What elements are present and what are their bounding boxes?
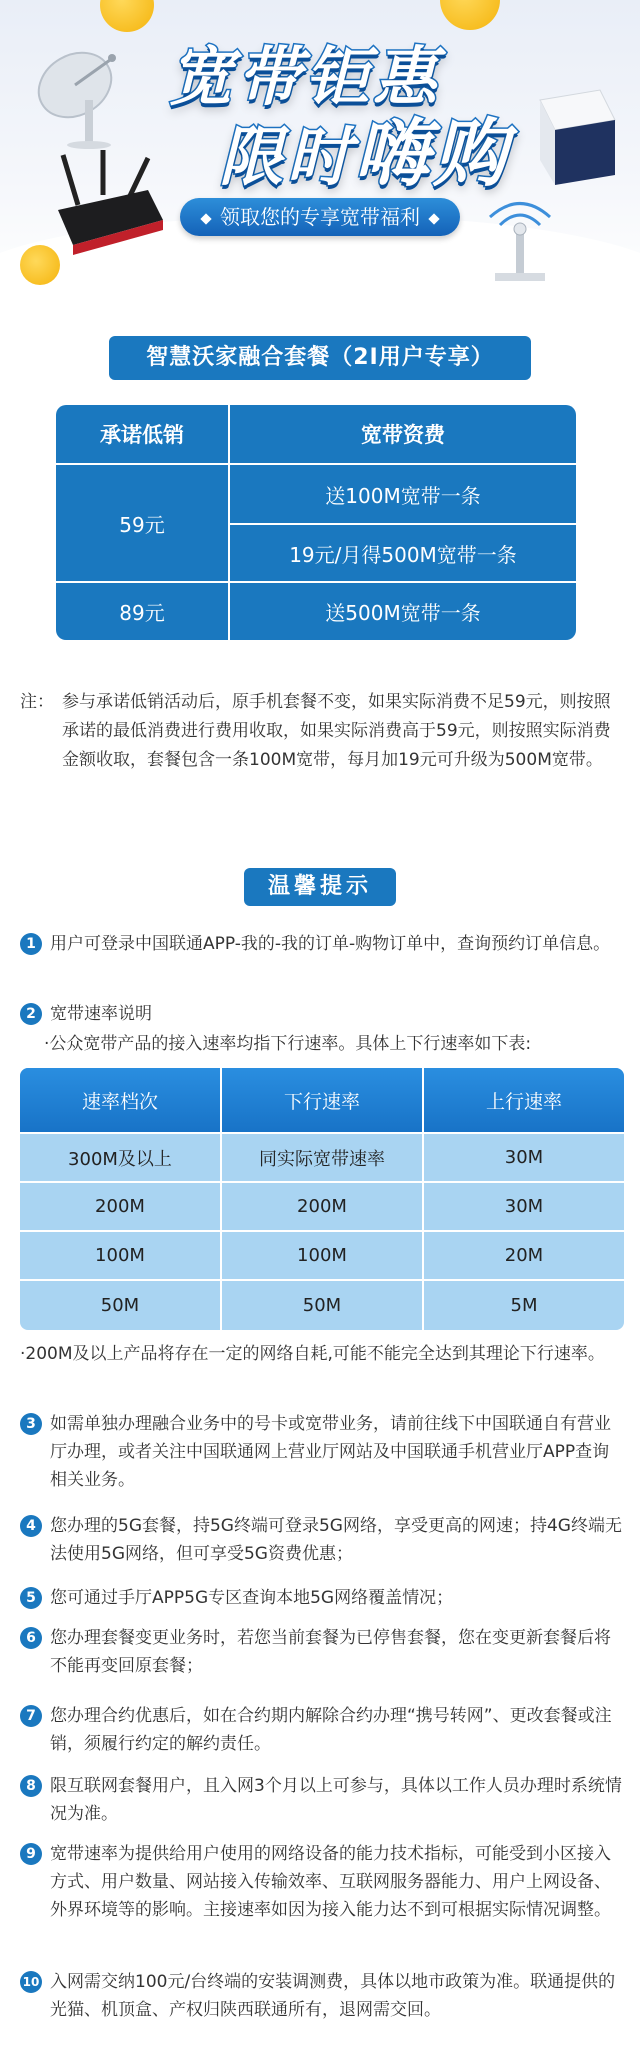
speed-cell: 20M [504,1245,544,1266]
hero-subtitle-pill [180,198,460,236]
tip-number-badge: 10 [20,1971,42,1993]
speed-cell: 30M [504,1196,544,1217]
tip-number-badge: 9 [20,1843,42,1865]
speed-header-tier: 速率档次 [81,1090,158,1113]
speed-cell: 300M及以上 [68,1148,172,1170]
tip-item [20,1624,624,1680]
tip-number-badge: 8 [20,1775,42,1797]
tip-number-badge: 3 [20,1413,42,1435]
tip-item [20,1772,624,1828]
package-option: 19元/月得500M宽带一条 [289,542,517,567]
tip-item [20,1968,624,2024]
tip-text: 您办理合约优惠后，如在合约期内解除合约办理“携号转网”、更改套餐或注销，须履行约定的解约责任。 [50,1706,612,1754]
tip-text: 宽带速率为提供给用户使用的网络设备的能力技术指标，可能受到小区接入方式、用户数量、网站接入传输效率、互联网服务器能力、用户上网设备、外界环境等的影响。主接速率如因为接入能力达不到可根据实际情况调整。 [50,1844,611,1920]
hero-title-line2 [90,111,640,197]
hero-title-line2-b: 嗨购 [355,111,511,197]
package-title: 智慧沃家融合套餐（2I用户专享） [109,336,531,380]
hero-subtitle: 领取您的专享宽带福利 [220,205,420,229]
tip-number-badge: 5 [20,1587,42,1609]
speed-table [20,1068,624,1330]
tip-text: 入网需交纳100元/台终端的安装调测费，具体以地市政策为准。联通提供的光猫、机顶盒、产权归陕西联通所有，退网需交回。 [50,1972,616,2020]
tip-number-badge: 1 [20,933,42,955]
hero-title [0,40,640,196]
tips-title: 温馨提示 [244,868,396,906]
tip-item [20,1840,624,1924]
sun-decoration-icon [100,0,154,32]
tip-text: 您办理套餐变更业务时，若您当前套餐为已停售套餐，您在变更新套餐后将不能再变回原套餐； [50,1628,611,1676]
tip-number-badge: 7 [20,1705,42,1727]
speed-cell: 100M [297,1245,347,1266]
package-table [56,405,576,640]
tip-item [20,1000,624,1028]
speed-intro: ·公众宽带产品的接入速率均指下行速率。具体上下行速率如下表: [44,1034,532,1054]
hero-banner [0,0,640,300]
tip-item [20,1702,624,1758]
wifi-tower-icon [470,195,570,285]
diamond-bullet-icon [428,213,439,224]
tip-text: 您可通过手厅APP5G专区查询本地5G网络覆盖情况； [50,1588,454,1608]
speed-cell: 50M [302,1295,342,1316]
package-header-fee: 宽带资费 [361,423,445,447]
hero-title-line2-a: 限时 [219,121,355,195]
speed-cell: 5M [510,1295,538,1316]
package-header-commit: 承诺低销 [100,423,184,447]
sun-decoration-icon [440,0,500,30]
package-price-89: 89元 [119,601,165,625]
tip-item [20,1410,624,1494]
tip-text: 用户可登录中国联通APP-我的-我的订单-购物订单中，查询预约订单信息。 [50,934,611,954]
tip-text: 限互联网套餐用户，且入网3个月以上可参与，具体以工作人员办理时系统情况为准。 [50,1776,622,1824]
package-option: 送500M宽带一条 [325,601,481,625]
speed-cell: 50M [100,1295,140,1316]
note-label: 注： [20,692,54,712]
tip-number-badge: 2 [20,1003,42,1025]
speed-cell: 200M [95,1196,145,1217]
note-text: 参与承诺低销活动后，原手机套餐不变，如果实际消费不足59元，则按照承诺的最低消费进行费用收取，如果实际消费高于59元，则按照实际消费金额收取，套餐包含一条100M宽带，每月加19元可升级为500M宽带。 [62,692,611,770]
diamond-bullet-icon [200,213,211,224]
hero-title-line1: 宽带钜惠 [169,41,441,115]
speed-note: ·200M及以上产品将存在一定的网络自耗,可能不能完全达到其理论下行速率。 [20,1344,605,1364]
speed-cell: 100M [95,1245,145,1266]
tip-text: 如需单独办理融合业务中的号卡或宽带业务，请前往线下中国联通自有营业厅办理，或者关注中国联通网上营业厅网站及中国联通手机营业厅APP查询相关业务。 [50,1414,611,1490]
speed-header-up: 上行速率 [485,1090,562,1113]
tip-number-badge: 6 [20,1627,42,1649]
package-note [20,688,620,775]
tip-item [20,1584,624,1612]
speed-header-down: 下行速率 [283,1090,360,1113]
package-option: 送100M宽带一条 [325,483,481,508]
tip-text: 宽带速率说明 [50,1004,152,1024]
tip-item [20,930,624,958]
speed-cell: 200M [297,1196,347,1217]
tip-number-badge: 4 [20,1515,42,1537]
speed-cell: 同实际宽带速率 [259,1148,385,1170]
speed-cell: 30M [504,1147,544,1168]
tip-text: 您办理的5G套餐，持5G终端可登录5G网络，享受更高的网速；持4G终端无法使用5G网络，但可享受5G资费优惠； [50,1516,622,1564]
tip-item [20,1512,624,1568]
package-price-59: 59元 [119,512,165,537]
